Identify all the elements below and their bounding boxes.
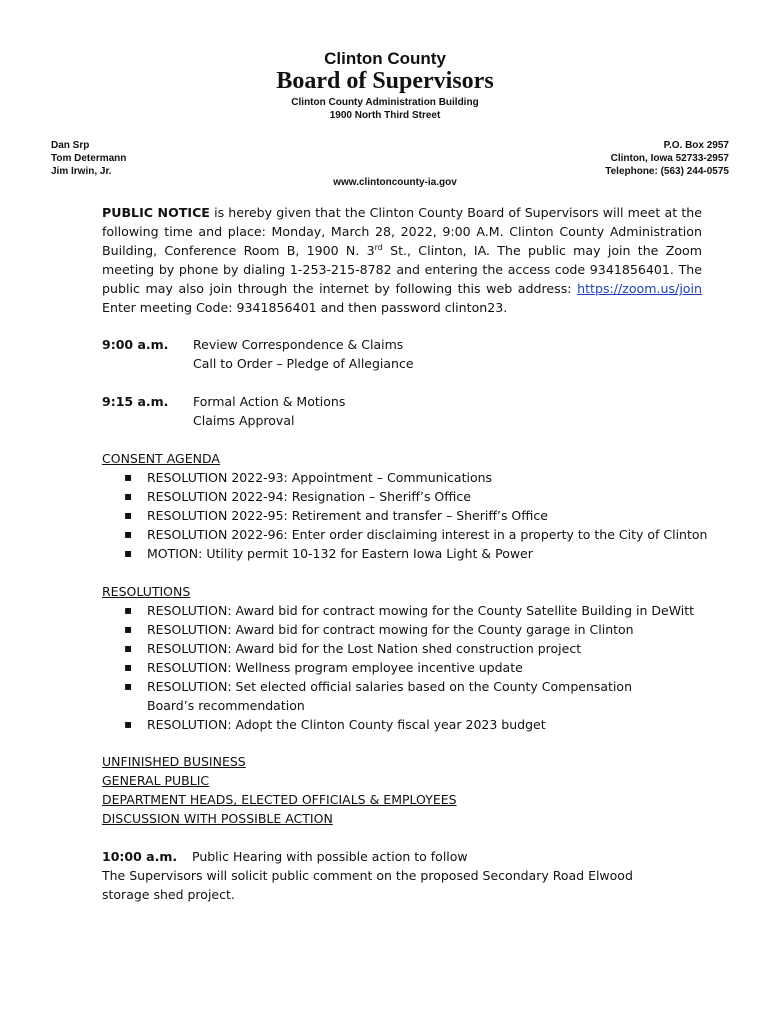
county-title: Clinton County [324,49,446,68]
contact-info [605,139,729,178]
zoom-link[interactable]: https://zoom.us/join [577,281,702,296]
city-state-zip: Clinton, Iowa 52733-2957 [610,153,729,164]
schedule-time: 9:00 a.m. [102,337,169,352]
resolutions-section [102,582,712,734]
list-item: ▪ RESOLUTION: Set elected official salaries based on the County Compensation Board’s recommendation [102,677,667,715]
list-item: ▪ RESOLUTION 2022-93: Appointment – Communications [102,468,712,487]
section-title: RESOLUTIONS [102,584,191,599]
supervisor-names [51,139,126,178]
list-item: ▪ RESOLUTION: Award bid for contract mowing for the County Satellite Building in DeWitt [102,601,712,620]
schedule-item: Call to Order – Pledge of Allegiance [193,356,414,371]
list-item: ▪ RESOLUTION: Award bid for contract mowing for the County garage in Clinton [102,620,712,639]
section-title: GENERAL PUBLIC [102,773,210,788]
po-box: P.O. Box 2957 [663,140,729,151]
supervisor-name: Jim Irwin, Jr. [51,166,112,177]
hearing-description: The Supervisors will solicit public comment on the proposed Secondary Road Elwood storage shed project. [102,868,633,902]
section-title: UNFINISHED BUSINESS [102,754,246,769]
section-title: DEPARTMENT HEADS, ELECTED OFFICIALS & EMPLOYEES [102,792,457,807]
section-title: DISCUSSION WITH POSSIBLE ACTION [102,811,333,826]
hearing-time: 10:00 a.m. [102,849,178,864]
list-item: ▪ RESOLUTION: Adopt the Clinton County fiscal year 2023 budget [102,715,712,734]
hearing-title: Public Hearing with possible action to follow [192,849,468,864]
notice-text: is hereby given that the Clinton County Board of Supervisors will meet at the following time and place: Monday, March 28, 2022, 9:00 A.M. Clinton County Administration Building, Conference Room B, 1900 N. 3 [102,205,702,258]
schedule-time: 9:15 a.m. [102,394,169,409]
telephone: Telephone: (563) 244-0575 [605,166,729,177]
list-item: ▪ RESOLUTION 2022-96: Enter order disclaiming interest in a property to the City of Clinton [102,525,712,544]
notice-text: Enter meeting Code: 9341856401 and then password clinton23. [102,300,508,315]
other-sections [102,752,712,828]
schedule-item: Review Correspondence & Claims [193,337,404,352]
website: www.clintoncounty-ia.gov [333,177,457,188]
schedule-item: Claims Approval [193,413,295,428]
list-item: ▪ RESOLUTION: Award bid for the Lost Nation shed construction project [102,639,712,658]
notice-superscript: rd [374,242,383,252]
schedule-item: Formal Action & Motions [193,394,346,409]
building-name: Clinton County Administration Building [291,97,479,108]
board-title: Board of Supervisors [276,68,494,94]
notice-text: St., Clinton, IA. The public may join the Zoom meeting by phone by dialing 1-253-215-8782 and entering the access code 9341856401. The public may also join through the internet by following this web address: [102,243,702,296]
list-item: ▪ MOTION: Utility permit 10-132 for Eastern Iowa Light & Power [102,544,712,563]
public-hearing [102,847,702,904]
street-address: 1900 North Third Street [329,110,441,121]
supervisor-name: Tom Determann [51,153,127,164]
list-item: ▪ RESOLUTION 2022-95: Retirement and transfer – Sheriff’s Office [102,506,712,525]
public-notice [102,203,702,317]
list-item: ▪ RESOLUTION: Wellness program employee incentive update [102,658,712,677]
supervisor-name: Dan Srp [51,140,90,151]
notice-lead: PUBLIC NOTICE [102,205,210,220]
consent-agenda [102,449,712,563]
list-item: ▪ RESOLUTION 2022-94: Resignation – Sheriff’s Office [102,487,712,506]
section-title: CONSENT AGENDA [102,451,220,466]
